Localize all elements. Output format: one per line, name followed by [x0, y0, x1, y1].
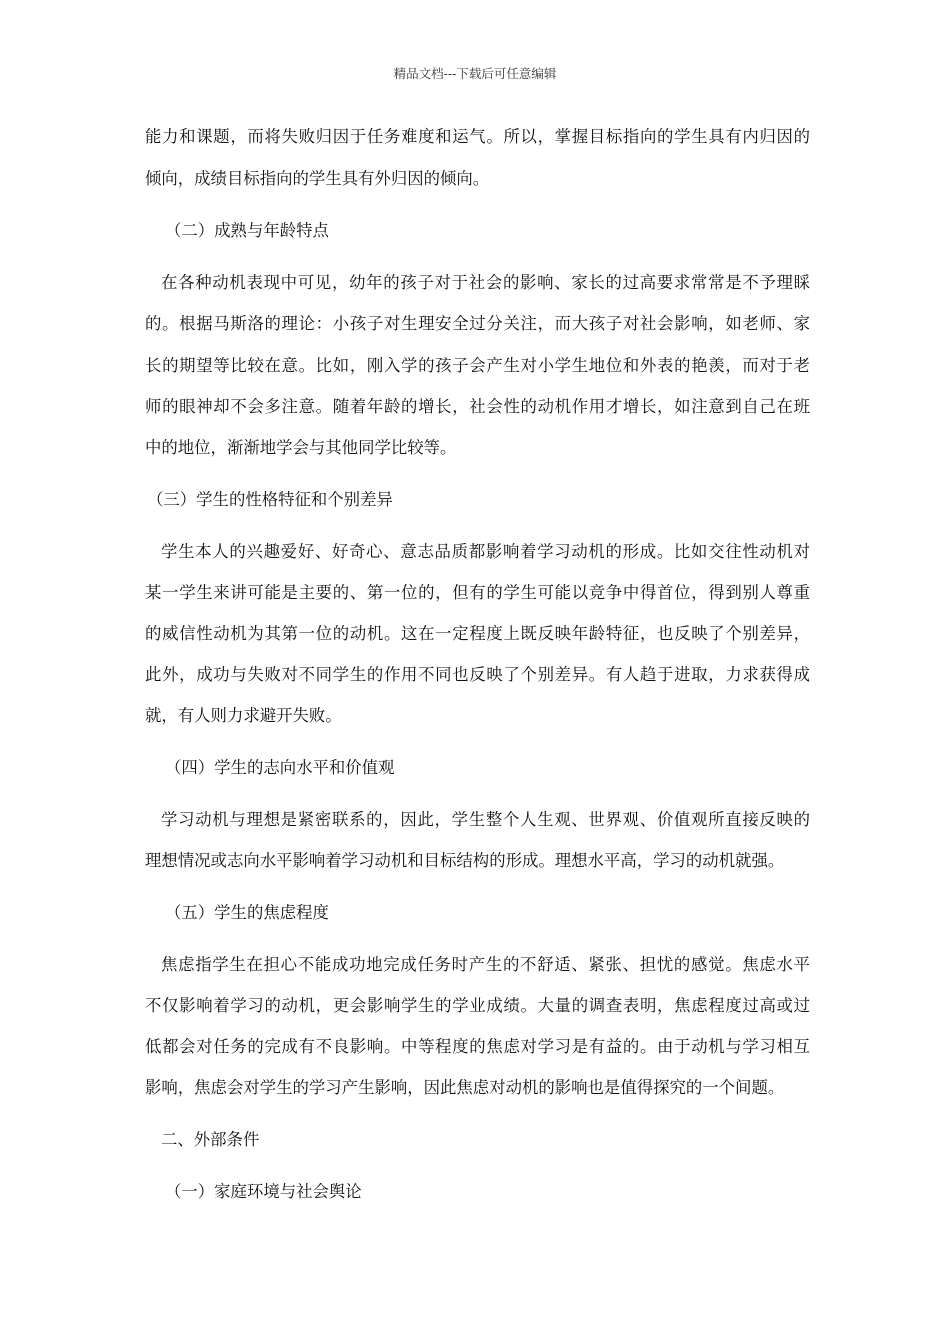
paragraph-line: 长的期望等比较在意。比如，刚入学的孩子会产生对小学生地位和外表的艳羡，而对于老: [145, 356, 810, 375]
paragraph-line: 某一学生来讲可能是主要的、第一位的，但有的学生可能以竞争中得首位，得到别人尊重: [145, 583, 810, 602]
paragraph-line: 影响，焦虑会对学生的学习产生影响，因此焦虑对动机的影响也是值得探究的一个间题。: [145, 1078, 785, 1097]
paragraph-line: 倾向，成绩目标指向的学生具有外归因的倾向。: [145, 169, 490, 188]
section-heading: （一）家庭环境与社会舆论: [165, 1182, 362, 1201]
section-heading: （二）成熟与年龄特点: [165, 221, 329, 240]
paragraph-line: 学生本人的兴趣爱好、好奇心、意志品质都影响着学习动机的形成。比如交往性动机对: [161, 542, 810, 561]
paragraph-line: 不仅影响着学习的动机，更会影响学生的学业成绩。大量的调查表明，焦虑程度过高或过: [145, 996, 810, 1015]
section-heading: （三）学生的性格特征和个别差异: [147, 490, 393, 509]
paragraph-line: 能力和课题，而将失败归因于任务难度和运气。所以，掌握目标指向的学生具有内归因的: [145, 127, 810, 146]
paragraph-line: 的威信性动机为其第一位的动机。这在一定程度上既反映年龄特征，也反映了个别差异，: [145, 624, 810, 643]
paragraph-line: 在各种动机表现中可见，幼年的孩子对于社会的影响、家长的过高要求常常是不予理睬: [161, 273, 810, 292]
paragraph-line: 的。根据马斯洛的理论：小孩子对生理安全过分关注，而大孩子对社会影响，如老师、家: [145, 314, 810, 333]
section-heading: （四）学生的志向水平和价值观: [165, 758, 395, 777]
paragraph-line: 低都会对任务的完成有不良影响。中等程度的焦虑对学习是有益的。由于动机与学习相互: [145, 1037, 810, 1056]
paragraph-line: 中的地位，渐渐地学会与其他同学比较等。: [145, 438, 457, 457]
paragraph-line: 焦虑指学生在担心不能成功地完成任务时产生的不舒适、紧张、担忧的感觉。焦虑水平: [161, 955, 810, 974]
paragraph-line: 学习动机与理想是紧密联系的，因此，学生整个人生观、世界观、价值观所直接反映的: [161, 810, 810, 829]
page-header: 精品文档---下载后可任意编辑: [393, 66, 557, 81]
section-heading: 二、外部条件: [161, 1130, 260, 1149]
paragraph-line: 理想情况或志向水平影响着学习动机和目标结构的形成。理想水平高，学习的动机就强。: [145, 851, 785, 870]
paragraph-line: 此外，成功与失败对不同学生的作用不同也反映了个别差异。有人趋于进取，力求获得成: [145, 665, 810, 684]
paragraph-line: 师的眼神却不会多注意。随着年龄的增长，社会性的动机作用才增长，如注意到自己在班: [145, 397, 810, 416]
section-heading: （五）学生的焦虑程度: [165, 903, 329, 922]
paragraph-line: 就，有人则力求避开失败。: [145, 706, 342, 725]
